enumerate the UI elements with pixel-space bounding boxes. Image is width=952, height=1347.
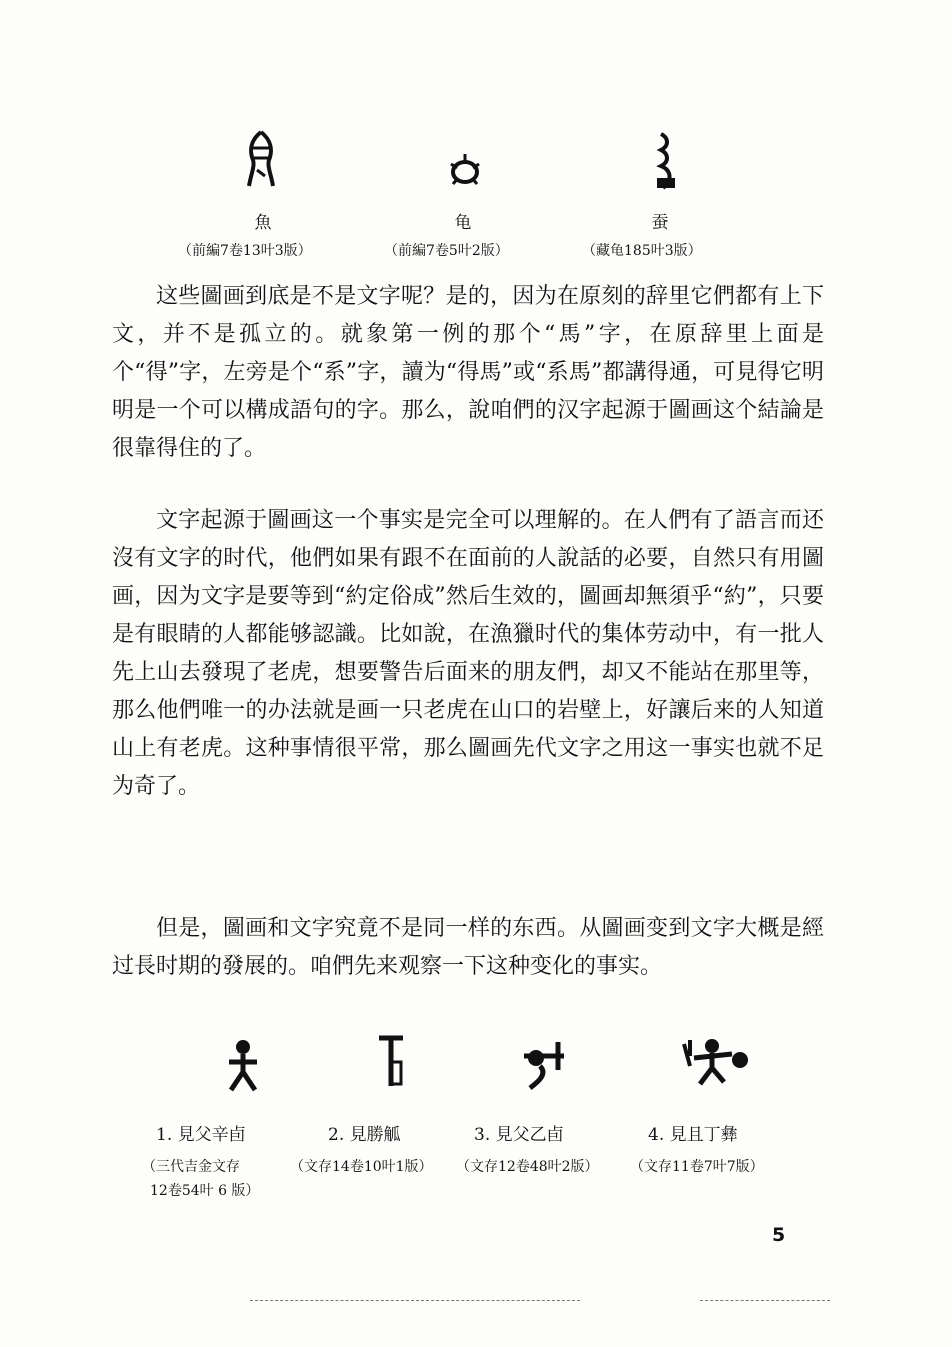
- kneeling-figure-pictograph-icon: [516, 1036, 572, 1092]
- fish-pictograph-icon: [236, 130, 286, 192]
- figure-source-1: （三代吉金文存: [142, 1159, 240, 1175]
- figure-source-3: （文存12卷48叶2版）: [456, 1159, 599, 1175]
- figure-source-4: （文存11卷7叶7版）: [630, 1159, 764, 1175]
- paragraph-2: [112, 502, 824, 806]
- figure-source-2: （文存14卷10叶1版）: [290, 1159, 433, 1175]
- figure-source-fish: （前編7卷13叶3版）: [178, 243, 312, 259]
- paragraph-text: 文字起源于圖画这一个事实是完全可以理解的。在人們有了語言而还沒有文字的时代，他們如果有跟不在面前的人說話的必要，自然只有用圖画，因为文字是要等到“約定俗成”然后生效的，圖画却無須乎“約”，只要是有眼睛的人都能够認識。比如說，在漁獵时代的集体劳动中，有一批人先上山去發現了老虎，想要警告后面来的朋友們，却又不能站在那里等，那么他們唯一的办法就是画一只老虎在山口的岩壁上，好讓后来的人知道山上有老虎。这种事情很平常，那么圖画先代文字之用这一事实也就不足为奇了。: [112, 508, 824, 799]
- footer-divider: [250, 1300, 580, 1301]
- paragraph-3: [112, 910, 824, 986]
- figure-source-silkworm: （藏龟185叶3版）: [582, 243, 702, 259]
- page-number: 5: [772, 1224, 786, 1246]
- figure-label-fish: 魚: [254, 213, 272, 233]
- paragraph-text: 这些圖画到底是不是文字呢？是的，因为在原刻的辞里它們都有上下文，并不是孤立的。就象第一例的那个“馬”字，在原辞里上面是个“得”字，左旁是个“系”字，讀为“得馬”或“系馬”都講得通，可見得它明明是一个可以構成語句的字。那么，說咱們的汉字起源于圖画这个結論是很靠得住的了。: [112, 284, 824, 461]
- turtle-pictograph-icon: [440, 150, 490, 190]
- figure-source-turtle: （前編7卷5叶2版）: [384, 243, 509, 259]
- eye-pole-pictograph-icon: [366, 1032, 416, 1092]
- figure-label-3: 3. 見父乙卣: [474, 1125, 564, 1145]
- figure-label-1: 1. 見父辛卣: [156, 1125, 246, 1145]
- figure-label-2: 2. 見勝觚: [328, 1125, 401, 1145]
- figure-label-4: 4. 見且丁彝: [648, 1125, 738, 1145]
- figure-label-silkworm: 蚕: [651, 213, 669, 233]
- footer-divider: [700, 1300, 830, 1301]
- human-figure-pictograph-icon: [218, 1038, 268, 1094]
- figure-label-turtle: 龟: [454, 213, 472, 233]
- dancing-figure-pictograph-icon: [676, 1036, 756, 1088]
- paragraph-text: 但是，圖画和文字究竟不是同一样的东西。从圖画变到文字大概是經过長时期的發展的。咱們先来观察一下这种变化的事实。: [112, 916, 824, 979]
- figure-source-1-continued: 12卷54叶 6 版）: [150, 1183, 260, 1199]
- paragraph-1: [112, 278, 824, 468]
- silkworm-pictograph-icon: [640, 130, 690, 192]
